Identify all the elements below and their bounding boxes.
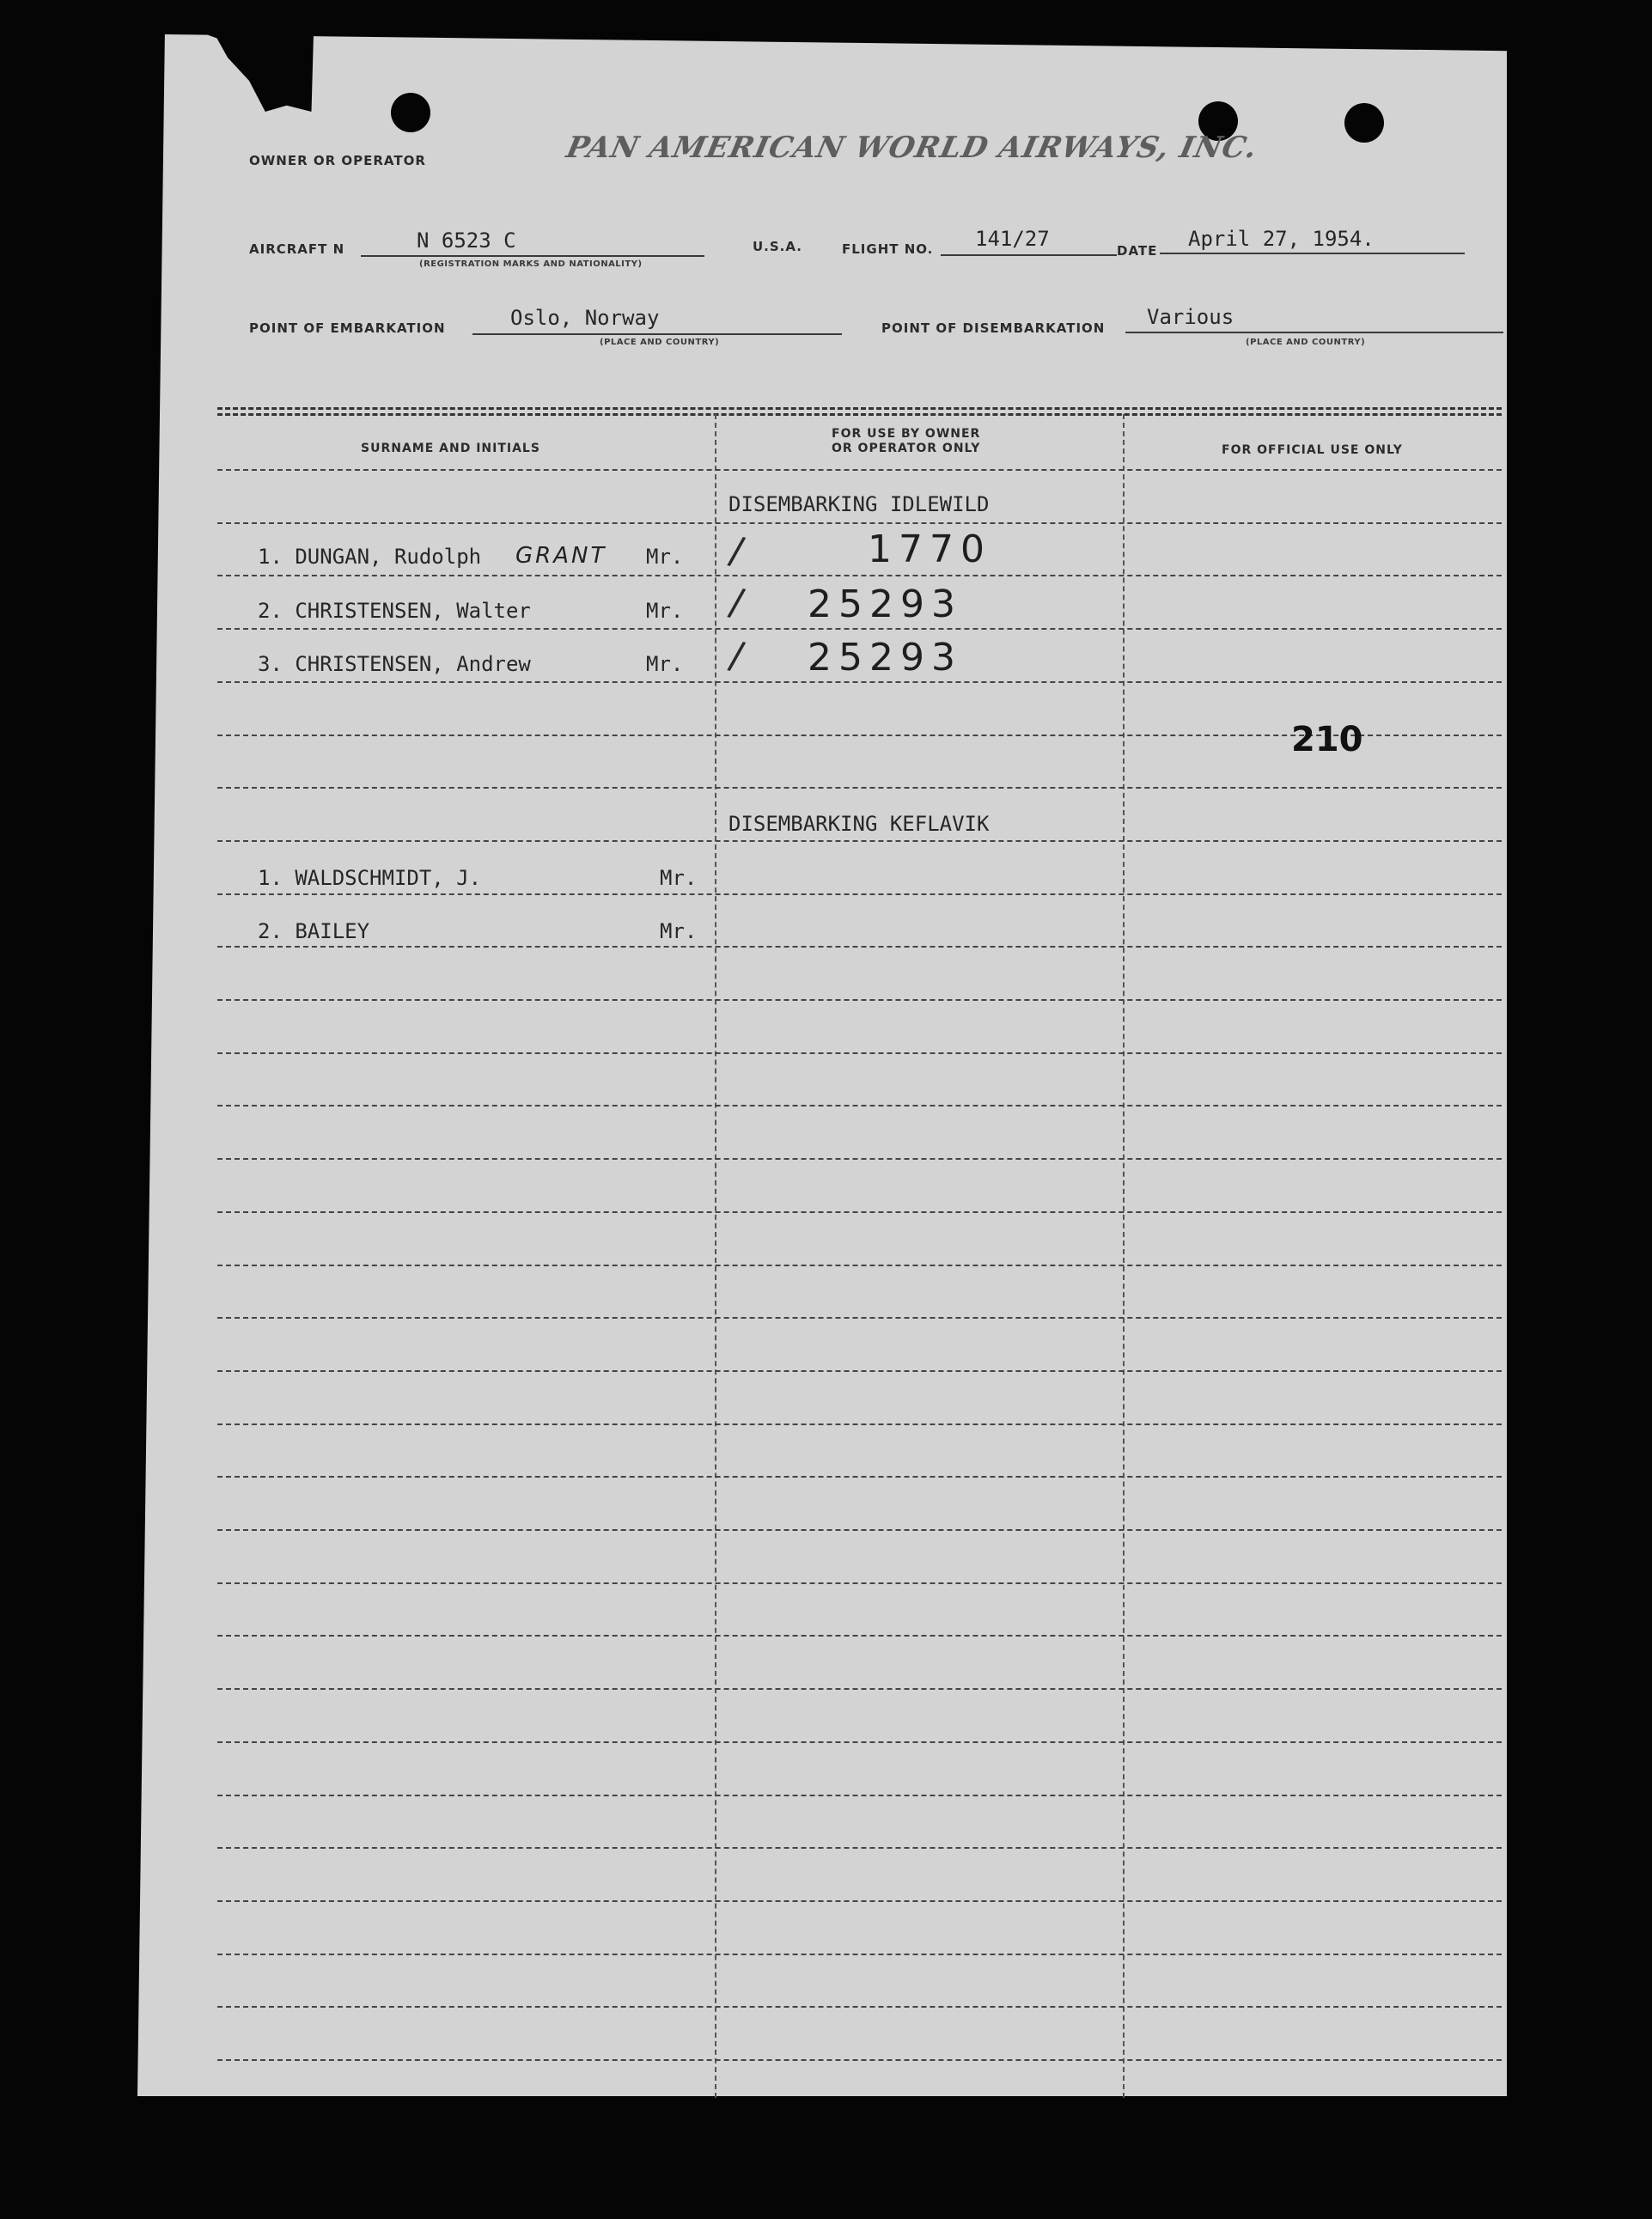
row-rule <box>217 2059 1502 2061</box>
row-rule <box>217 1847 1502 1849</box>
section-heading-keflavik: DISEMBARKING KEFLAVIK <box>728 812 990 836</box>
disembark-label: POINT OF DISEMBARKATION <box>881 320 1106 336</box>
passenger-number: 25293 <box>808 582 962 626</box>
row-rule <box>217 1265 1502 1266</box>
owner-label: OWNER OR OPERATOR <box>249 153 426 168</box>
embark-underline <box>472 333 842 335</box>
flight-underline <box>941 254 1117 256</box>
official-stamp-number: 210 <box>1291 720 1363 759</box>
passenger-number: 25293 <box>808 636 962 680</box>
owner-value: PAN AMERICAN WORLD AIRWAYS, INC. <box>563 131 1261 165</box>
column-divider-2 <box>1123 414 1125 2098</box>
row-rule <box>217 1529 1502 1531</box>
row-rule <box>217 628 1502 630</box>
passenger-name: 2. BAILEY <box>258 919 370 943</box>
col-official: FOR OFFICIAL USE ONLY <box>1222 443 1403 457</box>
row-rule <box>217 1317 1502 1319</box>
check-mark: / <box>725 633 747 679</box>
col-owner-use-2: OR OPERATOR ONLY <box>832 442 981 455</box>
row-rule <box>217 1370 1502 1372</box>
passenger-name: 2. CHRISTENSEN, Walter <box>258 599 531 623</box>
row-rule <box>217 840 1502 842</box>
row-rule <box>217 1211 1502 1213</box>
row-rule <box>217 1795 1502 1796</box>
row-rule <box>217 1476 1502 1478</box>
row-rule <box>217 2006 1502 2008</box>
usa-label: U.S.A. <box>753 239 802 254</box>
passenger-name: 1. DUNGAN, Rudolph <box>258 545 482 569</box>
check-mark: / <box>725 580 747 625</box>
passenger-title: Mr. <box>660 866 698 890</box>
flight-label: FLIGHT NO. <box>842 241 934 257</box>
column-divider-1 <box>715 414 716 2098</box>
table-top-rule <box>217 407 1502 410</box>
date-label: DATE <box>1117 243 1158 259</box>
punch-hole-right <box>1344 103 1384 143</box>
aircraft-underline <box>361 255 704 257</box>
row-rule <box>217 1954 1502 1955</box>
embark-label: POINT OF EMBARKATION <box>249 320 446 336</box>
embark-sub: (PLACE AND COUNTRY) <box>600 338 720 347</box>
col-owner-use-1: FOR USE BY OWNER <box>832 427 981 441</box>
passenger-title: Mr. <box>646 599 684 623</box>
aircraft-sub: (REGISTRATION MARKS AND NATIONALITY) <box>419 259 643 269</box>
check-mark: / <box>725 528 747 574</box>
section-heading-idlewild: DISEMBARKING IDLEWILD <box>728 492 990 516</box>
punch-hole-left <box>391 93 430 132</box>
table-top-rule-2 <box>217 413 1502 416</box>
disembark-underline <box>1125 332 1503 333</box>
row-rule <box>217 1423 1502 1425</box>
passenger-title: Mr. <box>660 919 698 943</box>
row-rule <box>217 1741 1502 1743</box>
date-value: April 27, 1954. <box>1188 227 1375 251</box>
date-underline <box>1160 253 1465 254</box>
aircraft-label: AIRCRAFT N <box>249 241 345 257</box>
row-rule <box>217 1052 1502 1054</box>
row-rule <box>217 1900 1502 1902</box>
disembark-value: Various <box>1147 305 1234 329</box>
passenger-name: 3. CHRISTENSEN, Andrew <box>258 652 531 676</box>
row-rule <box>217 787 1502 789</box>
embark-value: Oslo, Norway <box>510 306 660 330</box>
row-rule <box>217 1688 1502 1690</box>
row-rule <box>217 1105 1502 1106</box>
row-rule <box>217 681 1502 683</box>
row-rule <box>217 999 1502 1001</box>
row-rule <box>217 575 1502 576</box>
disembark-sub: (PLACE AND COUNTRY) <box>1246 338 1366 347</box>
passenger-handwritten-name: GRANT <box>515 543 607 569</box>
row-rule <box>217 1635 1502 1637</box>
passenger-title: Mr. <box>646 545 684 569</box>
row-rule <box>217 893 1502 895</box>
row-rule <box>217 946 1502 948</box>
passenger-title: Mr. <box>646 652 684 676</box>
row-rule <box>217 522 1502 524</box>
aircraft-value: N 6523 C <box>417 229 516 253</box>
col-surname: SURNAME AND INITIALS <box>361 442 540 455</box>
passenger-number: 1770 <box>868 527 991 571</box>
row-rule <box>217 1582 1502 1584</box>
flight-value: 141/27 <box>975 227 1050 251</box>
row-rule <box>217 1158 1502 1160</box>
row-rule <box>217 469 1502 471</box>
passenger-name: 1. WALDSCHMIDT, J. <box>258 866 482 890</box>
